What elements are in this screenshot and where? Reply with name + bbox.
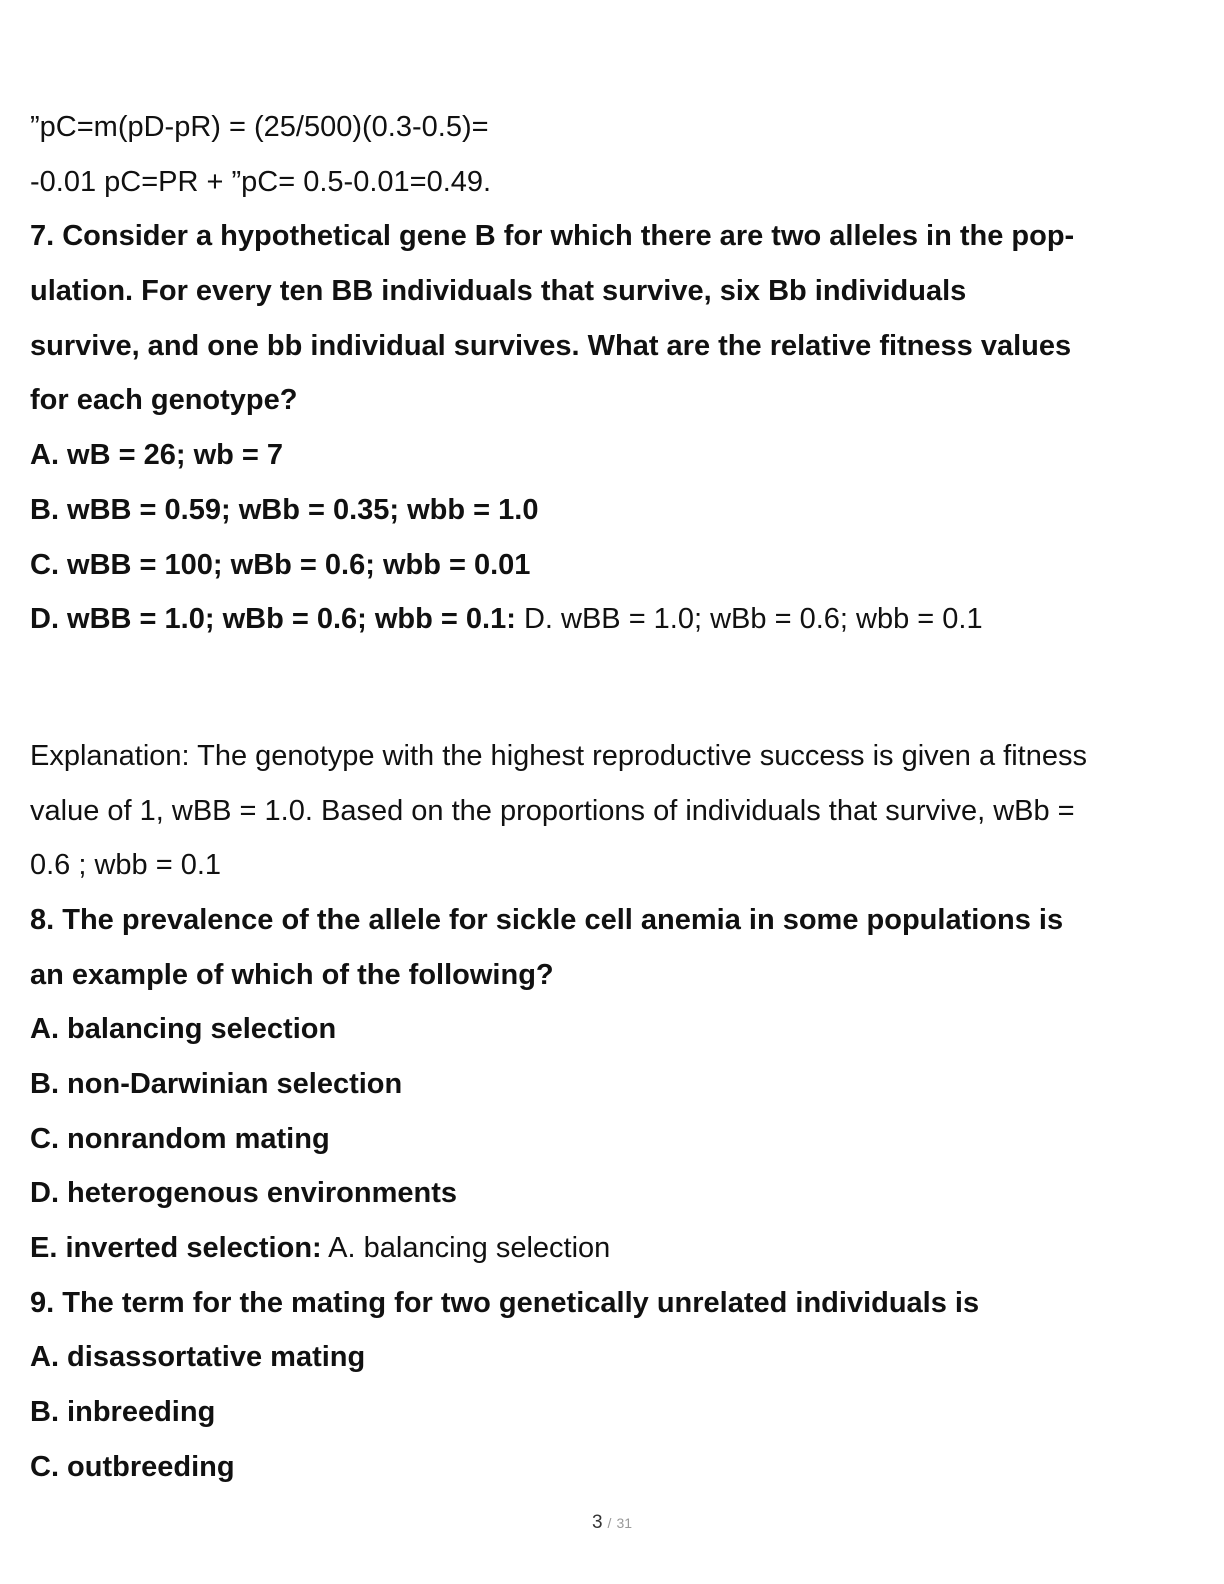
q8-option-d: D. heterogenous environments — [30, 1177, 458, 1210]
question-7-line: 7. Consider a hypothetical gene B for which there are two alleles in the pop- — [30, 220, 1075, 253]
q8-option-e-with-answer — [30, 1221, 1190, 1276]
text-line: -0.01 pC=PR + ”pC= 0.5-0.01=0.49. — [30, 165, 492, 198]
q7-explanation-line: Explanation: The genotype with the highest reproductive success is given a fitness — [30, 739, 1087, 772]
page-number-footer — [0, 1512, 1224, 1534]
q8-option-e: E. inverted selection: — [30, 1232, 322, 1265]
question-8-line: an example of which of the following? — [30, 958, 554, 991]
q9-option-b: B. inbreeding — [30, 1396, 216, 1429]
q7-answer: D. wBB = 1.0; wBb = 0.6; wbb = 0.1 — [515, 603, 983, 636]
q7-explanation-line: 0.6 ; wbb = 0.1 — [30, 849, 222, 882]
q9-option-c: C. outbreeding — [30, 1450, 235, 1483]
q8-option-a: A. balancing selection — [30, 1013, 337, 1046]
q7-option-c: C. wBB = 100; wBb = 0.6; wbb = 0.01 — [30, 548, 531, 581]
q7-option-a: A. wB = 26; wb = 7 — [30, 439, 284, 472]
q8-option-b: B. non-Darwinian selection — [30, 1068, 403, 1100]
q7-option-d: D. wBB = 1.0; wBb = 0.6; wbb = 0.1: — [30, 603, 516, 636]
q8-answer: A. balancing selection — [321, 1232, 611, 1265]
q7-option-d-with-answer — [30, 592, 1190, 647]
question-7-line: ulation. For every ten BB individuals that survive, six Bb individuals — [30, 275, 967, 308]
q8-option-c: C. nonrandom mating — [30, 1122, 330, 1155]
question-9-line: 9. The term for the mating for two genetically unrelated individuals is — [30, 1286, 980, 1319]
q7-explanation-line: value of 1, wBB = 1.0. Based on the proportions of individuals that survive, wBb = — [30, 794, 1075, 827]
q7-option-b: B. wBB = 0.59; wBb = 0.35; wbb = 1.0 — [30, 493, 539, 526]
document-page — [30, 100, 1190, 1495]
spacer — [30, 647, 1190, 729]
question-7-line: for each genotype? — [30, 384, 298, 417]
page-separator: / — [607, 1515, 612, 1531]
question-7-line: survive, and one bb individual survives. What are the relative fitness values — [30, 329, 1072, 362]
question-8-line: 8. The prevalence of the allele for sickle cell anemia in some populations is — [30, 903, 1064, 936]
text-line: ”pC=m(pD-pR) = (25/500)(0.3-0.5)= — [30, 111, 489, 143]
q9-option-a: A. disassortative mating — [30, 1341, 366, 1374]
total-pages-number: 31 — [616, 1515, 633, 1531]
current-page-number: 3 — [591, 1512, 603, 1533]
